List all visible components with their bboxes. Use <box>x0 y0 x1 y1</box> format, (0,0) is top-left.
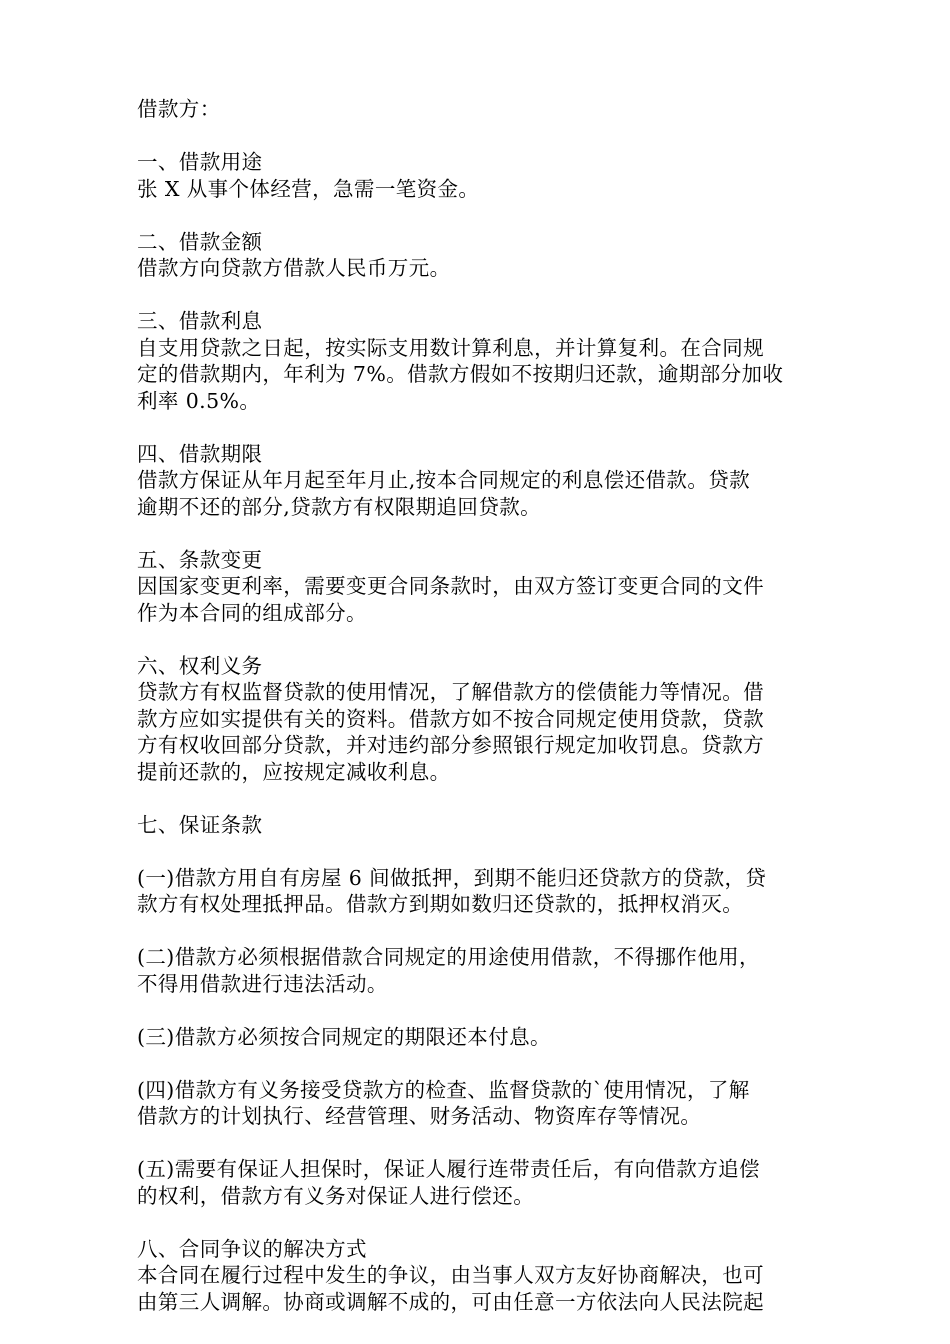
guarantee-item <box>137 865 819 918</box>
section-line: 由第三人调解。协商或调解不成的，可由任意一方依法向人民法院起 <box>137 1289 764 1314</box>
guarantee-item <box>137 1156 819 1209</box>
guarantee-line: (二)借款方必须根据借款合同规定的用途使用借款，不得挪作他用， <box>137 945 760 969</box>
contract-section <box>137 547 819 627</box>
contract-section <box>137 229 819 282</box>
section-heading: 七、保证条款 <box>137 812 263 837</box>
section-dispute <box>137 1236 819 1316</box>
section-line: 款方应如实提供有关的资料。借款方如不按合同规定使用贷款，贷款 <box>137 706 764 731</box>
section-line: 提前还款的，应按规定减收利息。 <box>137 759 451 784</box>
contract-section <box>137 308 819 414</box>
contract-section <box>137 149 819 202</box>
section-line: 借款方保证从年月起至年月止,按本合同规定的利息偿还借款。贷款 <box>137 468 751 492</box>
guarantee-items <box>137 865 819 1210</box>
opening-label: 借款方： <box>137 97 221 121</box>
section-heading: 三、借款利息 <box>137 309 263 333</box>
section-line: 定的借款期内，年利为 7%。借款方假如不按期归还款，逾期部分加收 <box>137 362 784 386</box>
section-line: 作为本合同的组成部分。 <box>137 600 367 625</box>
opening-party <box>137 96 819 123</box>
section-heading: 一、借款用途 <box>137 150 263 174</box>
section-line: 逾期不还的部分,贷款方有权限期追回贷款。 <box>137 494 542 519</box>
guarantee-line: (四)借款方有义务接受贷款方的检查、监督贷款的`使用情况，了解 <box>137 1077 750 1102</box>
guarantee-line: 款方有权处理抵押品。借款方到期如数归还贷款的，抵押权消灭。 <box>137 892 744 916</box>
guarantee-item <box>137 1024 819 1051</box>
contract-section <box>137 441 819 521</box>
section-line: 因国家变更利率，需要变更合同条款时，由双方签订变更合同的文件 <box>137 574 764 598</box>
section-heading: 六、权利义务 <box>137 653 263 678</box>
guarantee-line: 的权利，借款方有义务对保证人进行偿还。 <box>137 1183 535 1208</box>
section-line: 利率 0.5%。 <box>137 388 261 413</box>
guarantee-line: 不得用借款进行违法活动。 <box>137 971 388 996</box>
guarantee-item <box>137 944 819 997</box>
section-line: 贷款方有权监督贷款的使用情况，了解借款方的偿债能力等情况。借 <box>137 680 764 704</box>
section-heading: 四、借款期限 <box>137 441 263 466</box>
section-line: 方有权收回部分贷款，并对违约部分参照银行规定加收罚息。贷款方 <box>137 733 764 757</box>
contract-page <box>137 96 819 1342</box>
section-heading: 二、借款金额 <box>137 229 263 254</box>
section-heading: 八、合同争议的解决方式 <box>137 1236 367 1261</box>
section-line: 借款方向贷款方借款人民币万元。 <box>137 256 451 280</box>
contract-section <box>137 812 819 839</box>
contract-sections <box>137 149 819 838</box>
guarantee-line: (五)需要有保证人担保时，保证人履行连带责任后，有向借款方追偿 <box>137 1157 760 1181</box>
guarantee-item <box>137 1077 819 1130</box>
guarantee-line: (一)借款方用自有房屋 6 间做抵押，到期不能归还贷款方的贷款，贷 <box>137 865 767 890</box>
guarantee-line: 借款方的计划执行、经营管理、财务活动、物资库存等情况。 <box>137 1104 702 1128</box>
contract-section <box>137 653 819 786</box>
section-line: 自支用贷款之日起，按实际支用数计算利息，并计算复利。在合同规 <box>137 335 764 360</box>
section-line: 张 X 从事个体经营，急需一笔资金。 <box>137 176 480 201</box>
section-line: 本合同在履行过程中发生的争议，由当事人双方友好协商解决，也可 <box>137 1263 764 1287</box>
guarantee-line: (三)借款方必须按合同规定的期限还本付息。 <box>137 1024 551 1049</box>
section-heading: 五、条款变更 <box>137 547 263 572</box>
